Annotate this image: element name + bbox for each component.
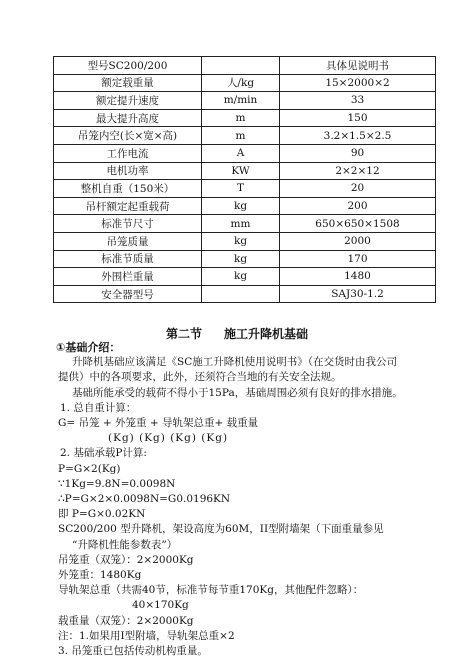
- spec-table-row: [54, 232, 436, 250]
- weight-line: 吊笼重（双笼）：2×2000Kg: [58, 553, 194, 566]
- spec-cell-value: 3.2×1.5×2.5: [280, 127, 436, 145]
- spec-cell-value: 200: [280, 197, 436, 215]
- spec-cell-value: 650×650×1508: [280, 215, 436, 233]
- section-title: 施工升降机基础: [224, 327, 309, 341]
- spec-cell-param: 吊杆额定起重载荷: [54, 197, 202, 215]
- spec-table-row: [54, 127, 436, 145]
- formula: G= 吊笼 + 外笼重 + 导轨架总重+ 载重量: [58, 417, 259, 430]
- subheading-foundation-intro: ①基础介绍：: [56, 341, 121, 354]
- equation: ∴P=G×2×0.0098N=G0.0196KN: [58, 493, 231, 506]
- spec-cell-param: 型号SC200/200: [54, 57, 202, 75]
- spec-cell-value: 15×2000×2: [280, 74, 436, 92]
- spec-cell-param: 电机功率: [54, 162, 202, 180]
- spec-table-row: [54, 197, 436, 215]
- note-line: 注：1.如果用Ⅰ型附墙，导轨架总重×2: [58, 629, 235, 642]
- spec-cell-param: 安全器型号: [54, 285, 202, 303]
- spec-table-row: [54, 250, 436, 268]
- spec-cell-value: 具体见说明书: [280, 57, 436, 75]
- paragraph-line: SC200/200 型升降机，架设高度为60M，II型附墙架（下面重量参见: [58, 523, 384, 536]
- spec-cell-value: 150: [280, 109, 436, 127]
- spec-table-row: [54, 162, 436, 180]
- spec-cell-unit: kg: [202, 268, 280, 286]
- spec-cell-unit: m: [202, 127, 280, 145]
- spec-table: [53, 56, 436, 303]
- spec-cell-param: 标准节质量: [54, 250, 202, 268]
- list-item: 1. 总自重计算：: [60, 401, 137, 414]
- spec-cell-value: 170: [280, 250, 436, 268]
- spec-cell-unit: kg: [202, 197, 280, 215]
- weight-line: 外笼重：1480Kg: [58, 569, 142, 582]
- spec-cell-param: 工作电流: [54, 144, 202, 162]
- spec-cell-unit: KW: [202, 162, 280, 180]
- spec-cell-param: 吊笼内空(长×宽×高): [54, 127, 202, 145]
- spec-cell-unit: kg: [202, 250, 280, 268]
- equation: 即 P=G×0.02KN: [58, 508, 146, 521]
- spec-cell-value: 2×2×12: [280, 162, 436, 180]
- spec-cell-unit: T: [202, 180, 280, 198]
- spec-cell-value: 33: [280, 92, 436, 110]
- weight-line: 40×170Kg: [132, 599, 189, 612]
- spec-cell-param: 吊笼质量: [54, 232, 202, 250]
- weight-line: 载重量（双笼）：2×2000Kg: [58, 614, 194, 627]
- paragraph-line: 提供）中的各项要求，此外，还须符合当地的有关安全法规。: [58, 371, 342, 384]
- spec-cell-param: 额定载重量: [54, 74, 202, 92]
- spec-table-row: [54, 268, 436, 286]
- spec-table-row: [54, 215, 436, 233]
- spec-cell-value: 1480: [280, 268, 436, 286]
- spec-table-row: [54, 92, 436, 110]
- body-text: [58, 340, 468, 659]
- spec-cell-unit: m/min: [202, 92, 280, 110]
- paragraph-line: 基础所能承受的载荷不得小于15Pa，基础周围必须有良好的排水措施。: [72, 386, 403, 399]
- spec-table-row: [54, 144, 436, 162]
- spec-cell-value: 90: [280, 144, 436, 162]
- spec-cell-param: 最大提升高度: [54, 109, 202, 127]
- spec-table-row: [54, 180, 436, 198]
- spec-cell-value: SAJ30-1.2: [280, 285, 436, 303]
- spec-cell-unit: 人/kg: [202, 74, 280, 92]
- spec-cell-param: 额定提升速度: [54, 92, 202, 110]
- paragraph-line: “升降机性能参数表”）: [72, 538, 178, 551]
- spec-cell-param: 标准节尺寸: [54, 215, 202, 233]
- spec-table-body: [54, 57, 436, 303]
- spec-cell-unit: [202, 57, 280, 75]
- list-item: 2. 基础承载P计算:: [60, 447, 147, 460]
- paragraph-line: 升降机基础应该满足《SC施工升降机使用说明书》（在交货时由我公司: [72, 356, 397, 369]
- spec-table-row: [54, 57, 436, 75]
- spec-table-row: [54, 285, 436, 303]
- spec-cell-unit: m: [202, 109, 280, 127]
- weight-line: 导轨架总重（共需40节，标准节每节重170Kg，其他配件忽略）：: [58, 584, 364, 597]
- equation: ∵1Kg=9.8N=0.0098N: [58, 477, 176, 490]
- spec-cell-unit: mm: [202, 215, 280, 233]
- section-number: 第二节: [165, 327, 202, 341]
- equation: P=G×2(Kg): [58, 462, 121, 475]
- spec-cell-unit: kg: [202, 232, 280, 250]
- spec-table-row: [54, 109, 436, 127]
- spec-cell-param: 外围栏重量: [54, 268, 202, 286]
- spec-cell-value: 2000: [280, 232, 436, 250]
- spec-cell-value: 20: [280, 180, 436, 198]
- formula-units: (Kg) (Kg) (Kg) (Kg): [108, 432, 229, 445]
- spec-cell-unit: [202, 285, 280, 303]
- spec-cell-param: 整机自重（150米）: [54, 180, 202, 198]
- spec-table-row: [54, 74, 436, 92]
- spec-cell-unit: A: [202, 144, 280, 162]
- note-line: 3. 吊笼重已包括传动机构重量。: [58, 645, 208, 658]
